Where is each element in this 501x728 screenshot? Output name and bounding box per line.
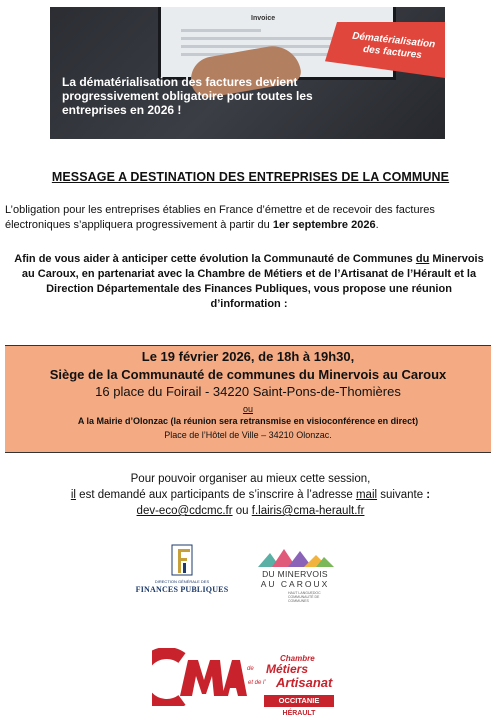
event-address: 16 place du Foirail - 34220 Saint-Pons-de-Thomières xyxy=(95,384,401,399)
registration-paragraph: Pour pouvoir organiser au mieux cette session, il est demandé aux participants de s’inscrire à l’adresse mail suivante : dev-eco@cdcmc.fr ou f.lairis@cma-herault.fr xyxy=(70,473,431,517)
event-box xyxy=(5,345,491,453)
intro-paragraph: L’obligation pour les entreprises établies en France d’émettre et de recevoir des factures électroniques s’appliquera progressivement à partir du 1er septembre 2026. xyxy=(5,204,435,231)
event-venue: Siège de la Communauté de communes du Minervois au Caroux xyxy=(49,367,447,382)
email-link-cdcmc[interactable]: dev-eco@cdcmc.fr xyxy=(136,505,233,517)
cma-logo: Chambre de Métiers et de l’ Artisanat OCCITANIE HÉRAULT xyxy=(152,644,352,726)
dgfip-logo: DIRECTION GÉNÉRALE DES FINANCES PUBLIQUES xyxy=(134,543,230,598)
info-paragraph: Afin de vous aider à anticiper cette évolution la Communauté de Communes du Minervois au Caroux, en partenariat avec la Chambre de Métiers et de l’Artisanat de l’Hérault et la Direction Départementale des Finances Publiques, vous propose une réunion d’information : xyxy=(14,253,484,310)
email-link-cma[interactable]: f.lairis@cma-herault.fr xyxy=(251,505,365,517)
banner-image xyxy=(50,7,445,139)
intro-date: 1er septembre 2026 xyxy=(272,219,376,231)
event-alt-address: Place de l’Hôtel de Ville – 34210 Olonzac. xyxy=(164,430,332,440)
invoice-title: Invoice xyxy=(251,15,276,22)
event-alt-venue: A la Mairie d’Olonzac (la réunion sera retransmise en visioconférence en direct) xyxy=(77,416,419,426)
event-date: Le 19 février 2026, de 18h à 19h30, xyxy=(141,349,355,364)
event-or: ou xyxy=(242,404,253,414)
banner-headline: La dématérialisation des factures devient progressivement obligatoire pour toutes les entreprises en 2026 ! xyxy=(62,75,313,117)
banner-tag-text: Dématérialisation des factures xyxy=(351,30,436,62)
communaute-communes-logo: DU MINERVOIS AU CAROUX HAUT LANGUEDOC COMMUNAUTÉ DE COMMUNES xyxy=(250,547,340,605)
page-title: MESSAGE A DESTINATION DES ENTREPRISES DE LA COMMUNE xyxy=(51,170,450,184)
